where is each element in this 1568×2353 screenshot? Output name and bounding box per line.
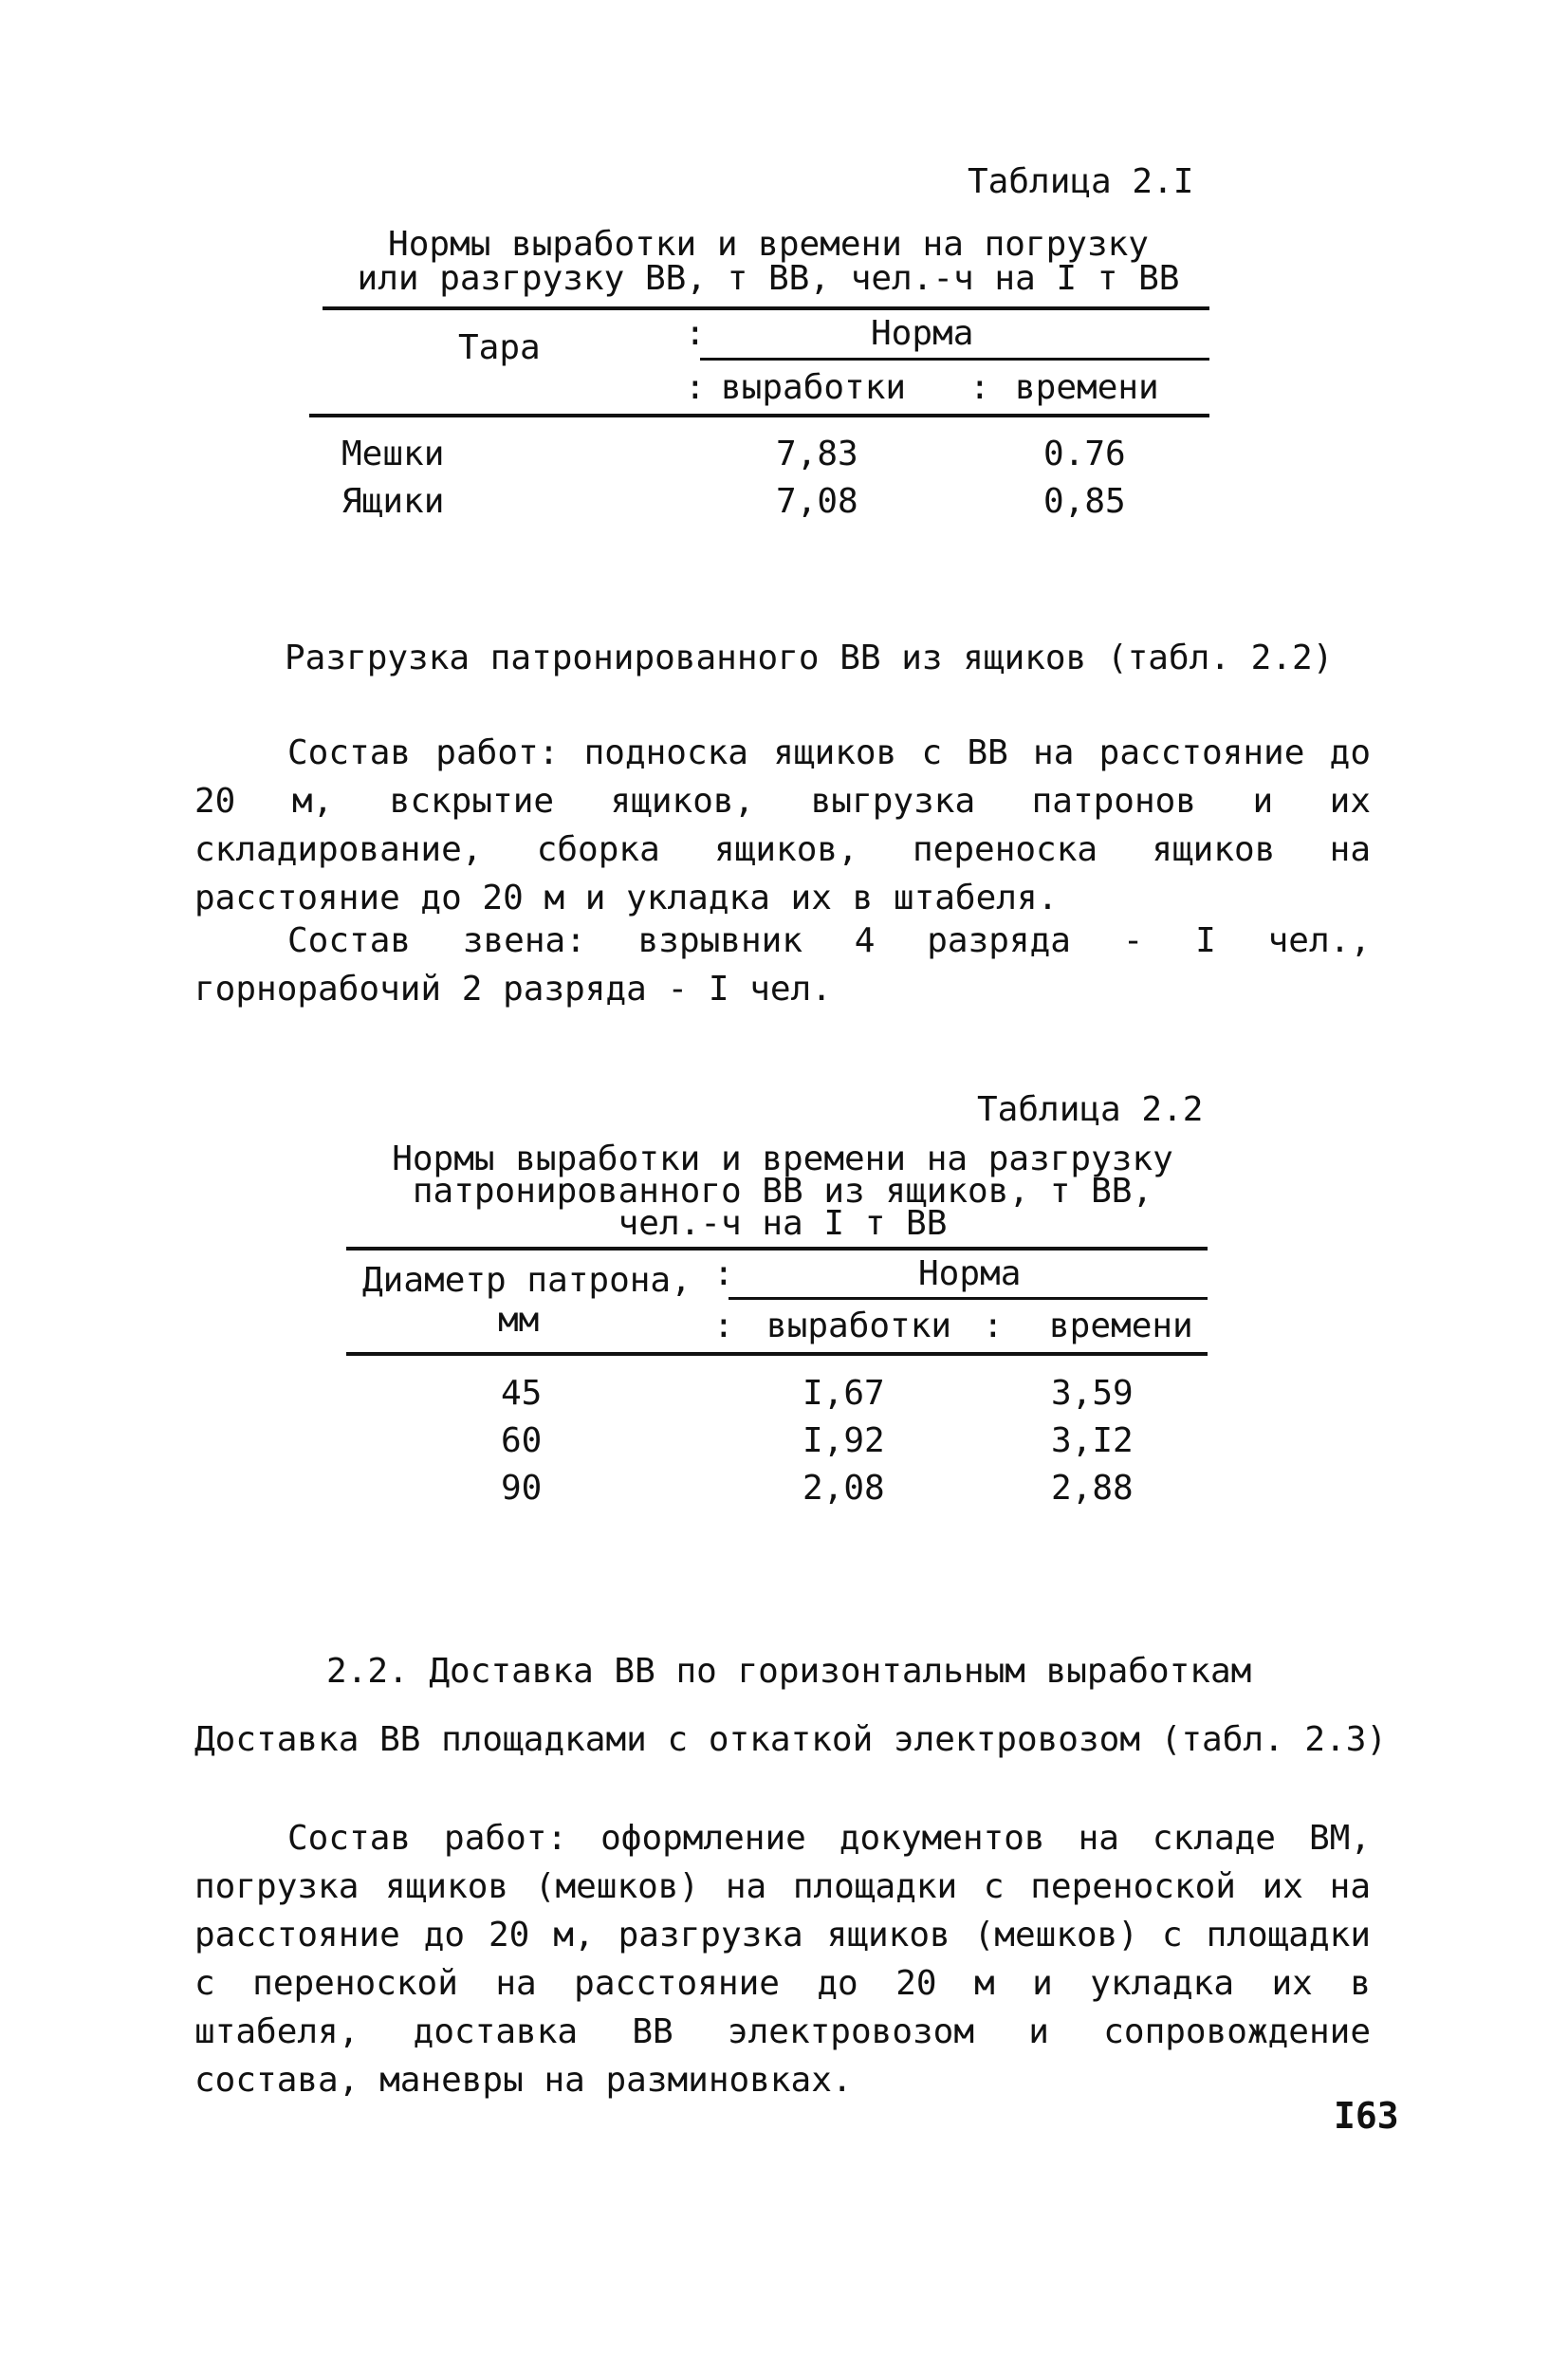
table1-header-sep-2: : bbox=[685, 368, 706, 407]
section2-heading: 2.2. Доставка ВВ по горизонтальным выработкам bbox=[326, 1652, 1252, 1691]
table1-header-bottom-rule bbox=[309, 414, 1209, 417]
table2-header-sep-3: : bbox=[983, 1306, 1004, 1345]
table1-row-1-vremeni: 0.76 bbox=[1043, 435, 1126, 473]
table1-label: Таблица 2.I bbox=[968, 162, 1194, 201]
table2-header-sep-2: : bbox=[713, 1306, 734, 1345]
table2-caption-line-3: чел.-ч на I т ВВ bbox=[618, 1204, 948, 1243]
table2-mid-rule bbox=[729, 1297, 1208, 1300]
table1-header-vremeni: времени bbox=[1015, 368, 1159, 407]
table2-header-vremeni: времени bbox=[1049, 1306, 1193, 1345]
table1-header-sep-1: : bbox=[685, 314, 706, 353]
table1-row-1-vyrabotki: 7,83 bbox=[776, 435, 858, 473]
table1-header-vyrabotki: выработки bbox=[721, 368, 907, 407]
table2-header-vyrabotki: выработки bbox=[766, 1306, 952, 1345]
table1-row-1-tara: Мешки bbox=[341, 435, 445, 473]
table2-row-2-vyrabotki: I,92 bbox=[802, 1421, 885, 1460]
table1-header-norma: Норма bbox=[871, 314, 974, 353]
section1-paragraph-2 bbox=[194, 917, 1371, 1013]
table2-row-1-vremeni: 3,59 bbox=[1051, 1374, 1134, 1413]
section2-subheading: Доставка ВВ площадками с откаткой электровозом (табл. 2.3) bbox=[194, 1720, 1388, 1759]
table2-caption-line-1: Нормы выработки и времени на разгрузку bbox=[392, 1139, 1173, 1178]
table2-top-rule bbox=[346, 1247, 1208, 1251]
table1-row-2-vremeni: 0,85 bbox=[1043, 482, 1126, 521]
section1-heading: Разгрузка патронированного ВВ из ящиков (табл. 2.2) bbox=[285, 639, 1334, 677]
section1-paragraph-1-text: Состав работ: подноска ящиков с ВВ на расстояние до 20 м, вскрытие ящиков, выгрузка патронов и их складирование, сборка ящиков, переноска ящиков на расстояние до 20 м и укладка их в штабеля. bbox=[194, 733, 1371, 917]
table1-header-tara: Тара bbox=[458, 328, 541, 367]
table2-row-1-diameter: 45 bbox=[501, 1374, 543, 1413]
page-number: I63 bbox=[1334, 2095, 1399, 2137]
section2-paragraph-1-text: Состав работ: оформление документов на складе ВМ, погрузка ящиков (мешков) на площадки с переноской их на расстояние до 20 м, разгрузка ящиков (мешков) с площадки с переноской на расстояние до 20 м и укладка их в штабеля, доставка ВВ электровозом и сопровождение состава, маневры на разминовках. bbox=[194, 1819, 1371, 2100]
table2-row-2-diameter: 60 bbox=[501, 1421, 543, 1460]
table2-row-1-vyrabotki: I,67 bbox=[802, 1374, 885, 1413]
table1-row-2-vyrabotki: 7,08 bbox=[776, 482, 858, 521]
table2-label: Таблица 2.2 bbox=[977, 1090, 1204, 1129]
table1-mid-rule bbox=[700, 358, 1209, 361]
section1-paragraph-1 bbox=[194, 729, 1371, 922]
table2-header-norma: Норма bbox=[918, 1254, 1022, 1293]
table1-row-2-tara: Ящики bbox=[341, 482, 445, 521]
table2-header-bottom-rule bbox=[346, 1352, 1208, 1356]
table1-header-sep-3: : bbox=[969, 368, 990, 407]
table1-top-rule bbox=[323, 306, 1209, 310]
table2-caption-line-2: патронированного ВВ из ящиков, т ВВ, bbox=[412, 1172, 1153, 1211]
table2-header-sep-1: : bbox=[713, 1254, 734, 1293]
section2-paragraph-1 bbox=[194, 1814, 1371, 2104]
table1-caption-line-2: или разгрузку ВВ, т ВВ, чел.-ч на I т ВВ bbox=[357, 259, 1180, 298]
table2-row-3-diameter: 90 bbox=[501, 1469, 543, 1508]
section1-paragraph-2-text: Состав звена: взрывник 4 разряда - I чел., горнорабочий 2 разряда - I чел. bbox=[194, 921, 1371, 1009]
table2-header-diameter-line-1: Диаметр патрона, bbox=[362, 1261, 692, 1300]
table2-row-3-vremeni: 2,88 bbox=[1051, 1469, 1134, 1508]
table1-caption-line-1: Нормы выработки и времени на погрузку bbox=[388, 225, 1149, 264]
table2-row-2-vremeni: 3,I2 bbox=[1051, 1421, 1134, 1460]
table2-row-3-vyrabotki: 2,08 bbox=[802, 1469, 885, 1508]
table2-header-diameter-line-2: мм bbox=[498, 1301, 540, 1340]
